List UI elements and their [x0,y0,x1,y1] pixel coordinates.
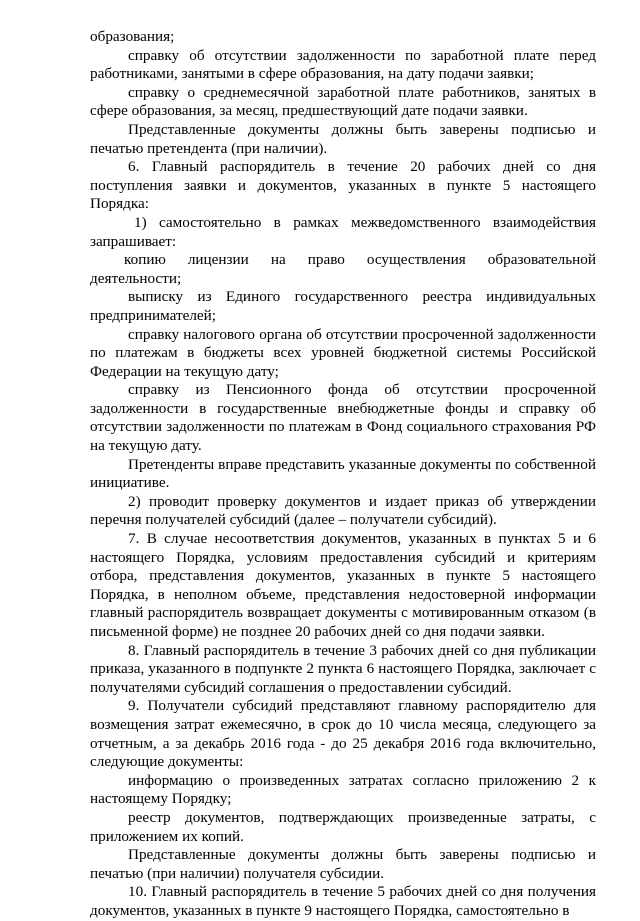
document-page [90,28,596,921]
paragraph-documents-registry: реестр документов, подтверждающих произведенные затраты, с приложением их копий. [90,808,596,845]
paragraph-registry-extract: выписку из Единого государственного реестра индивидуальных предпринимателей; [90,288,596,324]
paragraph-subitem-6-2: 2) проводит проверку документов и издает приказ об утверждении перечня получателей субсидий (далее – получатели субсидий). [90,492,596,529]
paragraph-costs-info: информацию о произведенных затратах согласно приложению 2 к настоящему Порядку; [90,771,596,808]
paragraph-item-8: 8. Главный распорядитель в течение 3 рабочих дней со дня публикации приказа, указанного в подпункте 2 пункта 6 настоящего Порядка, заключает с получателями субсидий соглашения о предоставлении субсидий. [90,641,596,696]
paragraph-salary-debt: справку об отсутствии задолженности по заработной плате перед работниками, занятыми в сфере образования, на дату подачи заявки; [90,46,596,83]
paragraph-item-9: 9. Получатели субсидий представляют главному распорядителю для возмещения затрат ежемесячно, в срок до 10 числа месяца, следующего за отчетным, а за декабрь 2016 года - до 25 декабря 2016 года включительно, следующие документы: [90,697,596,771]
paragraph-item-10: 10. Главный распорядитель в течение 5 рабочих дней со дня получения документов, указанных в пункте 9 настоящего Порядка, самостоятельно в [90,883,596,919]
paragraph-continuation: образования; [90,28,175,45]
paragraph-license-copy: копию лицензии на право осуществления образовательной деятельности; [90,251,596,287]
paragraph-own-initiative: Претенденты вправе представить указанные документы по собственной инициативе. [90,455,596,492]
paragraph-subitem-6-1: 1) самостоятельно в рамках межведомственного взаимодействия запрашивает: [90,213,596,250]
paragraph-certification: Представленные документы должны быть заверены подписью и печатью претендента (при наличии). [90,120,596,157]
paragraph-tax-certificate: справку налогового органа об отсутствии просроченной задолженности по платежам в бюджеты всех уровней бюджетной системы Российской Федерации на текущую дату; [90,325,596,380]
paragraph-pension-certificate: справку из Пенсионного фонда об отсутствии просроченной задолженности в государственные внебюджетные фонды и справку об отсутствии задолженности по платежам в Фонд социального страхования РФ на текущую дату. [90,381,596,455]
paragraph-recipient-certification: Представленные документы должны быть заверены подписью и печатью (при наличии) получателя субсидии. [90,846,596,882]
paragraph-average-salary: справку о среднемесячной заработной плате работников, занятых в сфере образования, за месяц, предшествующий дате подачи заявки. [90,83,596,120]
paragraph-item-6: 6. Главный распорядитель в течение 20 рабочих дней со дня поступления заявки и документов, указанных в пункте 5 настоящего Порядка: [90,158,596,213]
paragraph-item-7: 7. В случае несоответствия документов, указанных в пунктах 5 и 6 настоящего Порядка, условиям предоставления субсидий и критериям отбора, представления документов, указанных в пункте 5 настоящего Порядка, в неполном объеме, представления недостоверной информации главный распорядитель возвращает документы с мотивированным отказом (в письменной форме) не позднее 20 рабочих дней со дня подачи заявки. [90,530,596,640]
